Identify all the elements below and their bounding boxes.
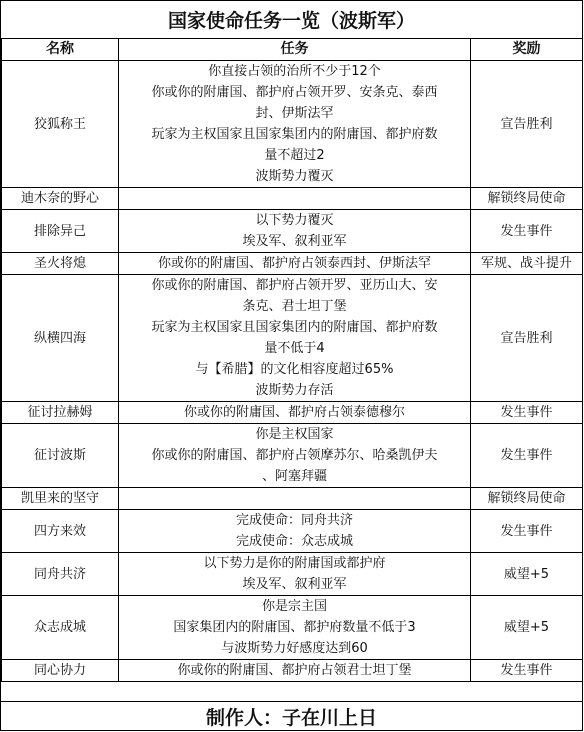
table-row [2,61,583,188]
task-line: 、阿塞拜疆 [261,469,327,484]
table-header-row [2,39,583,61]
mission-name: 四方来效 [2,510,119,553]
task-line [121,188,468,209]
task-line: 你或你的附庸国、都护府占领泰西封、伊斯法罕 [157,256,431,271]
mission-reward: 解锁终局使命 [471,188,583,210]
mission-table [1,38,583,682]
table-row [2,253,583,275]
task-line: 你是主权国家 [255,427,334,442]
task-line: 封、伊斯法罕 [255,106,334,121]
task-line: 你或你的附庸国、都护府占领泰德穆尔 [183,405,405,420]
mission-name: 征讨拉赫姆 [2,402,119,424]
mission-reward: 威望+5 [471,553,583,596]
mission-reward: 宣告胜利 [471,61,583,188]
task-line: 完成使命：同舟共济 [235,513,353,528]
mission-name: 同舟共济 [2,553,119,596]
mission-task [119,253,471,275]
task-line: 波斯势力存活 [255,383,334,398]
mission-reward: 发生事件 [471,510,583,553]
mission-name: 圣火将熄 [2,253,119,275]
page-title: 国家使命任务一览（波斯军） [1,1,582,39]
table-row [2,660,583,682]
mission-task [119,488,471,510]
task-line: 国家集团内的附庸国、都护府数量不低于3 [173,620,416,635]
mission-name: 排除异己 [2,210,119,253]
mission-task [119,596,471,660]
table-row [2,596,583,660]
task-line: 你是宗主国 [261,599,327,614]
task-line: 埃及军、叙利亚军 [242,577,347,592]
task-line: 玩家为主权国家且国家集团内的附庸国、都护府数 [151,127,438,142]
mission-name: 凯里来的坚守 [2,488,119,510]
mission-reward: 发生事件 [471,660,583,682]
mission-task [119,510,471,553]
task-line: 量不超过2 [264,148,325,163]
mission-task [119,210,471,253]
table-row [2,510,583,553]
mission-task [119,402,471,424]
mission-reward: 发生事件 [471,210,583,253]
task-line: 与波斯势力好感度达到60 [221,641,368,656]
mission-name: 征讨波斯 [2,424,119,488]
header-reward: 奖励 [471,39,583,61]
task-line: 与【希腊】的文化相容度超过65% [195,362,394,377]
task-line: 以下势力是你的附庸国或都护府 [203,556,386,571]
header-name: 名称 [2,39,119,61]
task-line: 完成使命：众志成城 [235,534,353,549]
mission-reward: 发生事件 [471,424,583,488]
task-line: 你或你的附庸国、都护府占领摩苏尔、哈桑凯伊夫 [151,448,438,463]
mission-task [119,553,471,596]
mission-task [119,275,471,402]
mission-task [119,660,471,682]
author-footer: 制作人：子在川上日 [1,701,582,730]
mission-reward: 解锁终局使命 [471,488,583,510]
table-row [2,488,583,510]
task-line: 波斯势力覆灭 [255,169,334,184]
mission-name: 迪木奈的野心 [2,188,119,210]
table-row [2,402,583,424]
mission-name: 纵横四海 [2,275,119,402]
mission-name: 同心协力 [2,660,119,682]
mission-reward: 宣告胜利 [471,275,583,402]
mission-task [119,188,471,210]
task-line: 玩家为主权国家且国家集团内的附庸国、都护府数 [151,320,438,335]
table-row [2,424,583,488]
table-row [2,188,583,210]
table-row [2,275,583,402]
mission-name: 狡狐称王 [2,61,119,188]
task-line [121,488,468,509]
task-line: 你或你的附庸国、都护府占领开罗、亚历山大、安 [151,278,438,293]
mission-reward: 军规、战斗提升 [471,253,583,275]
mission-reward: 威望+5 [471,596,583,660]
task-line: 你或你的附庸国、都护府占领君士坦丁堡 [177,663,412,678]
task-line: 埃及军、叙利亚军 [242,234,347,249]
mission-task [119,424,471,488]
task-line: 你直接占领的治所不少于12个 [208,64,381,79]
mission-task [119,61,471,188]
header-task: 任务 [119,39,471,61]
mission-reward: 发生事件 [471,402,583,424]
table-row [2,210,583,253]
task-line: 量不低于4 [264,341,325,356]
mission-name: 众志成城 [2,596,119,660]
task-line: 条克、君士坦丁堡 [242,299,347,314]
task-line: 以下势力覆灭 [255,213,334,228]
task-line: 你或你的附庸国、都护府占领开罗、安条克、泰西 [151,85,438,100]
table-row [2,553,583,596]
